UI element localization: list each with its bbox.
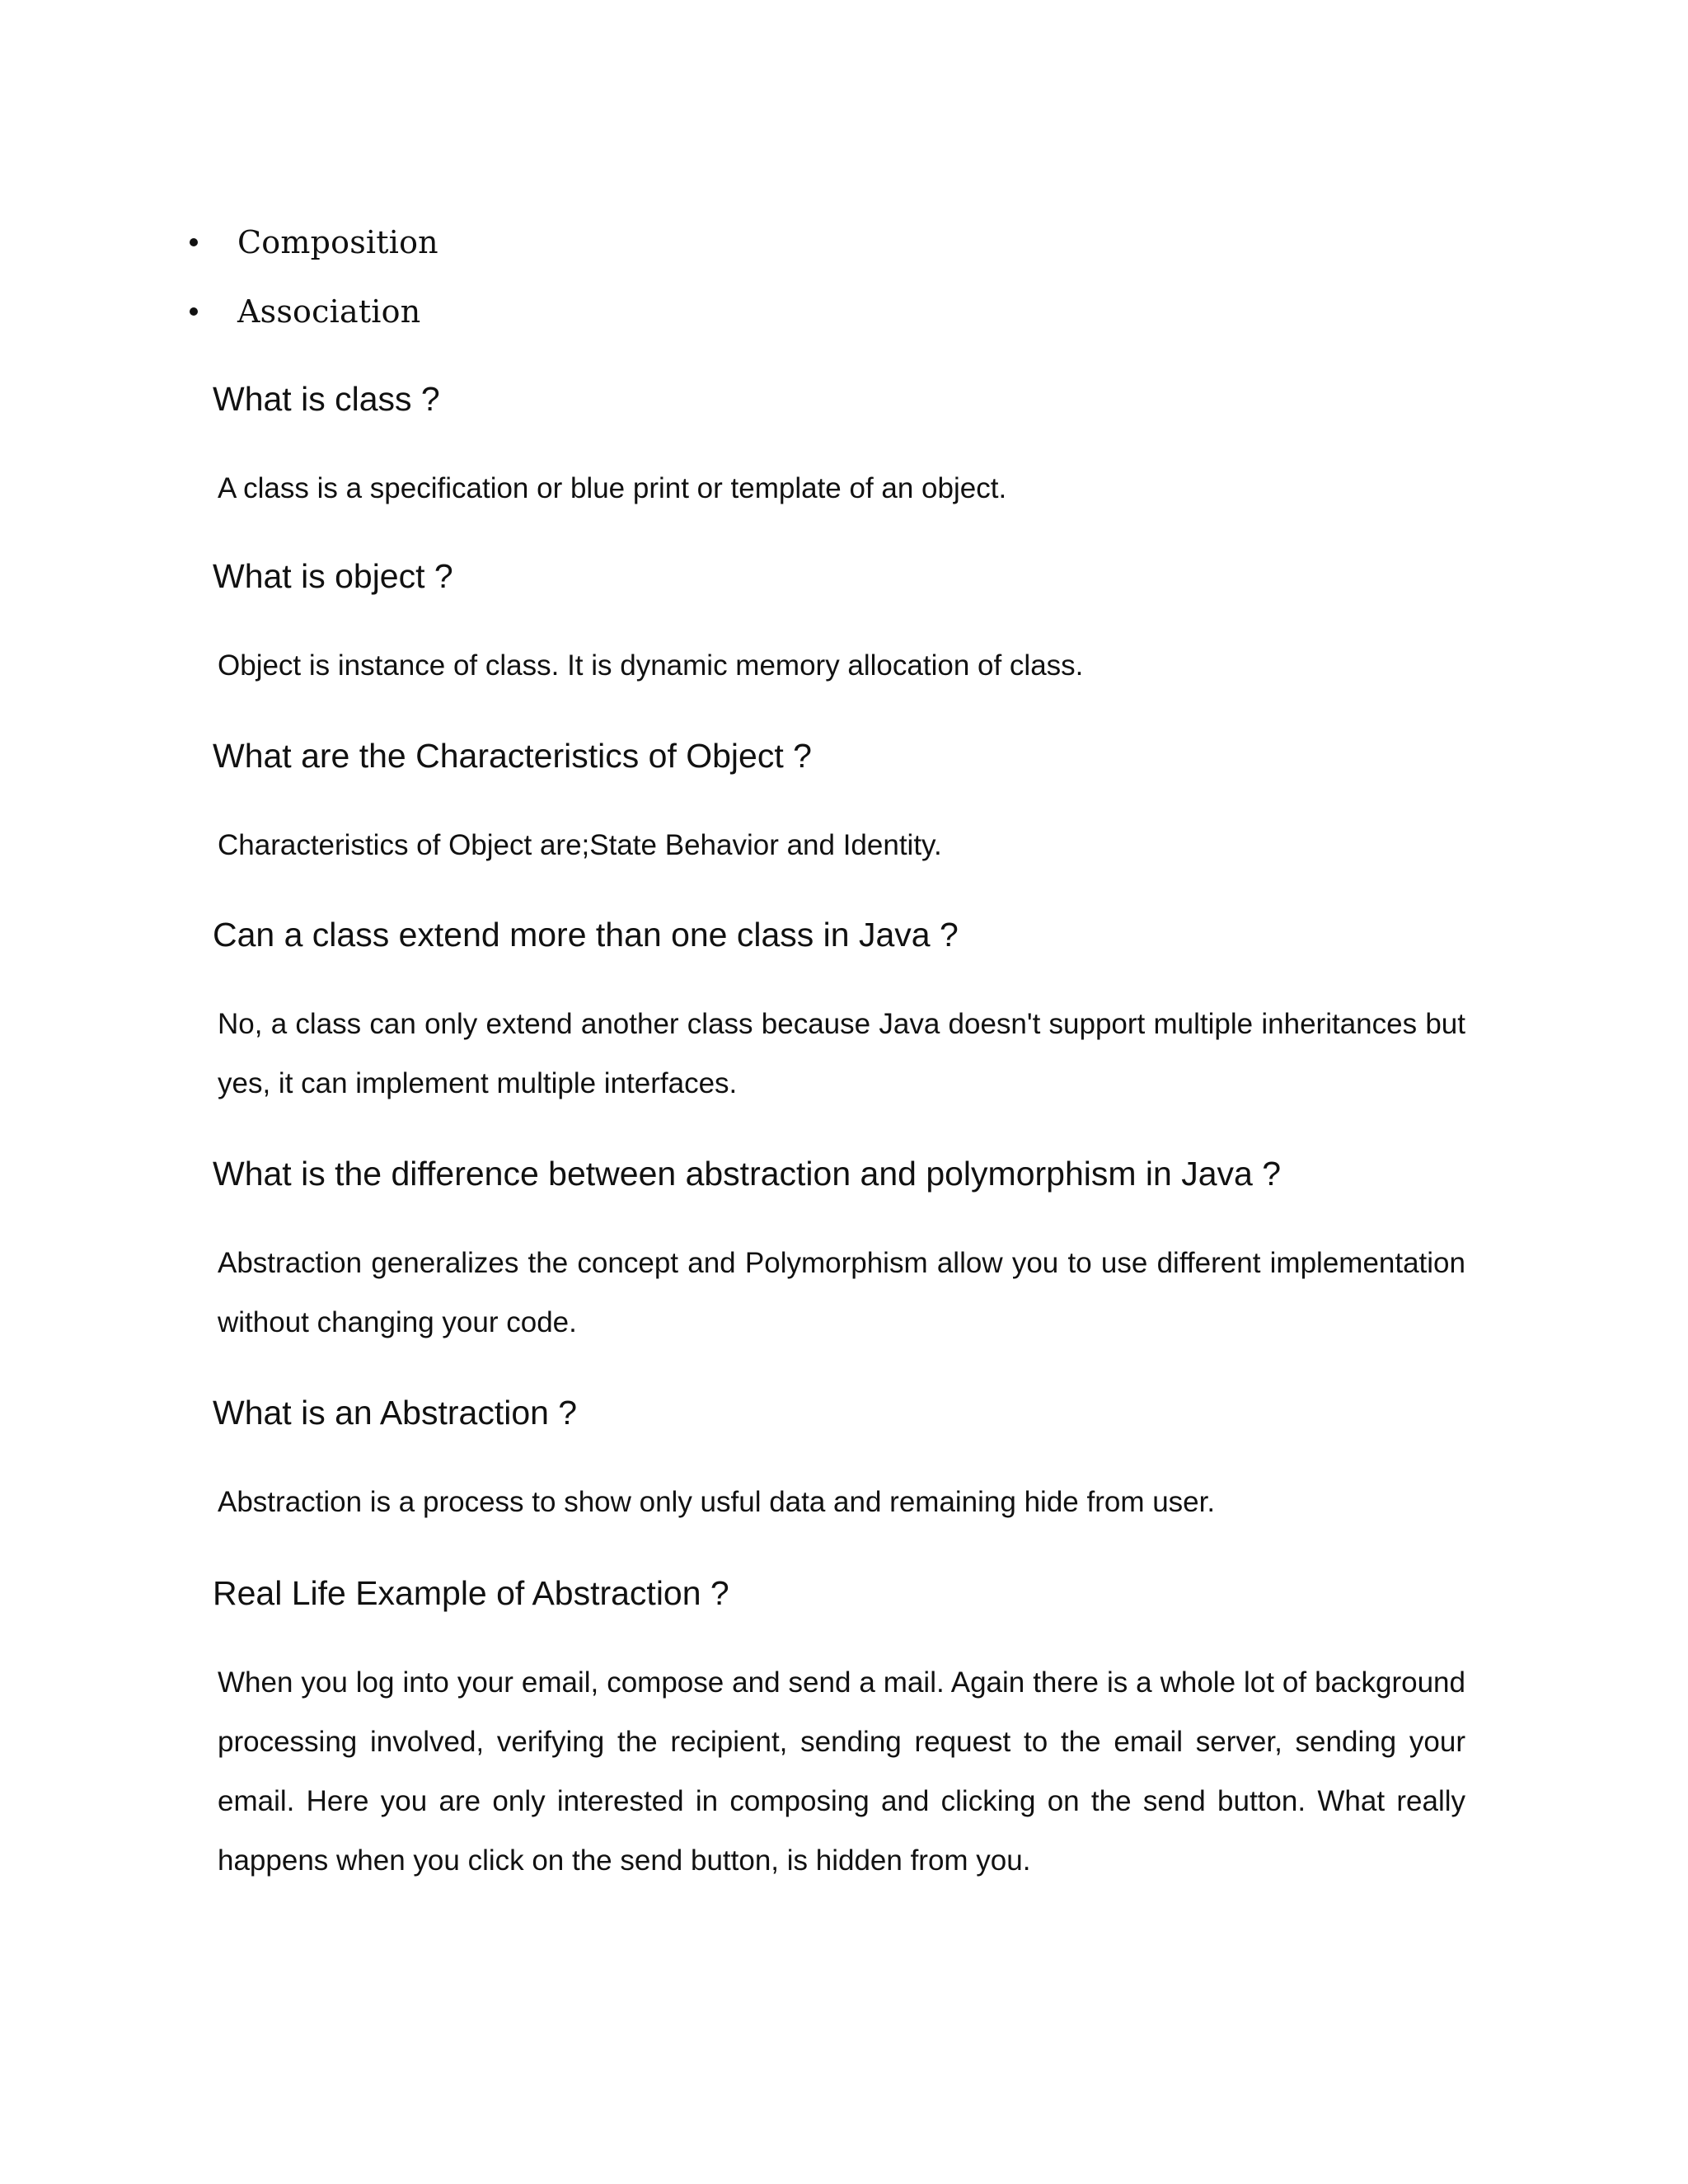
answer-text: Abstraction is a process to show only usful data and remaining hide from user. — [218, 1486, 1216, 1518]
bullet-text: Composition — [237, 224, 438, 260]
question-heading: What is the difference between abstraction and polymorphism in Java ? — [213, 1155, 1282, 1193]
question-heading: What is class ? — [213, 380, 440, 418]
qa-abstraction-polymorphism — [213, 1151, 1465, 1352]
answer-text: When you log into your email, compose and send a mail. Again there is a whole lot of background processing involved, verifying the recipient, sending request to the email server, sending your email. Here you are only interested in composing and clicking on the send button. What really happens when you click on the send button, is hidden from you. — [218, 1666, 1465, 1877]
qa-abstraction — [213, 1390, 1465, 1532]
question-heading: Can a class extend more than one class in Java ? — [213, 916, 959, 954]
question-heading: What is an Abstraction ? — [213, 1394, 578, 1432]
question-heading: What is object ? — [213, 557, 453, 595]
bullet-dot-icon — [190, 307, 198, 316]
answer-text: Object is instance of class. It is dynamic memory allocation of class. — [218, 649, 1084, 682]
bullet-text: Association — [237, 293, 421, 330]
qa-characteristics — [213, 733, 1465, 875]
qa-object — [213, 553, 1465, 696]
answer-text: Abstraction generalizes the concept and Polymorphism allow you to use different implementation without changing your code. — [218, 1247, 1465, 1338]
answer-text: Characteristics of Object are;State Behavior and Identity. — [218, 829, 942, 861]
question-heading: Real Life Example of Abstraction ? — [213, 1574, 729, 1612]
qa-extend-class — [213, 912, 1465, 1113]
bullet-dot-icon — [190, 238, 198, 246]
answer-text: A class is a specification or blue print or template of an object. — [218, 472, 1007, 504]
question-heading: What are the Characteristics of Object ? — [213, 737, 812, 775]
qa-real-life-example — [213, 1570, 1465, 1891]
qa-class — [213, 376, 1465, 518]
answer-text: No, a class can only extend another class because Java doesn't support multiple inheritances but yes, it can implement multiple interfaces. — [218, 1008, 1465, 1099]
